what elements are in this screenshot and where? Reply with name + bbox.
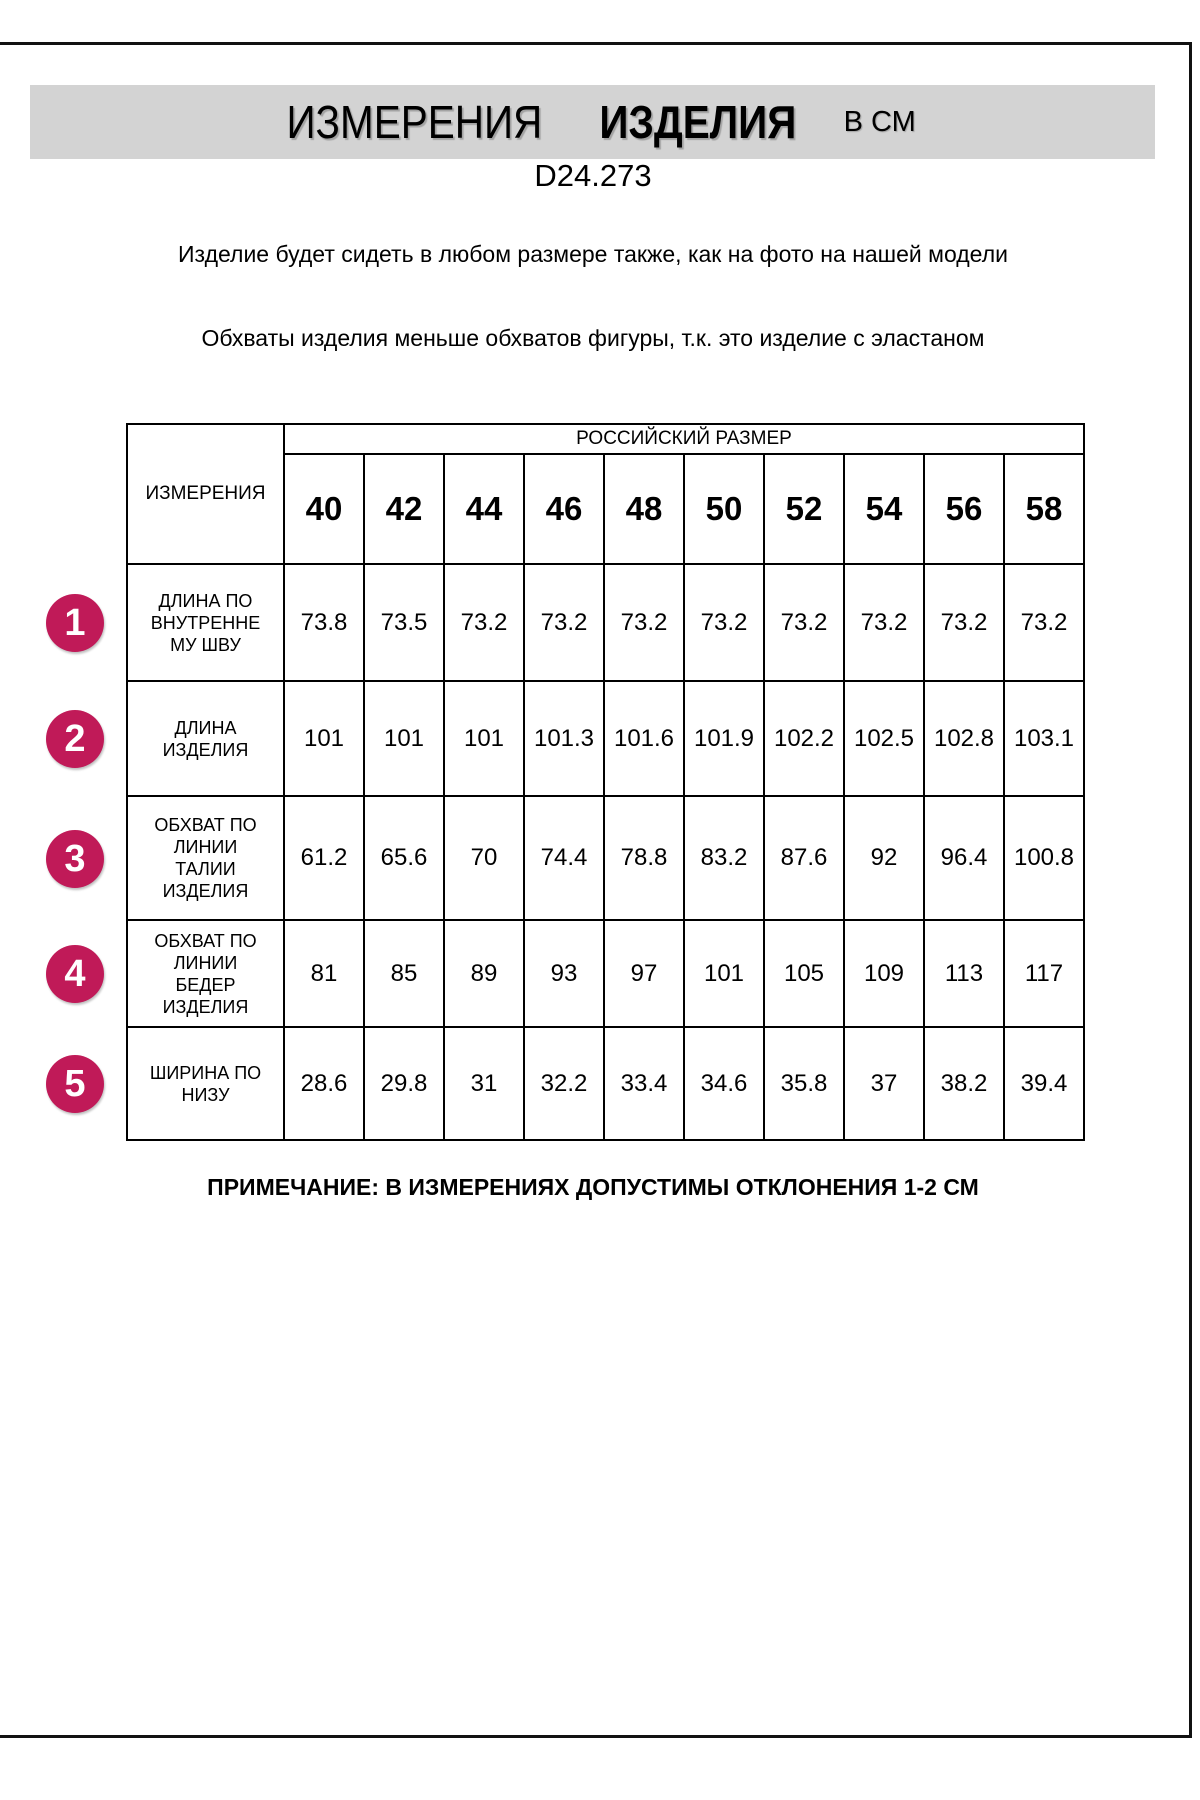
fit-description-text: Изделие будет сидеть в любом размере также, как на фото на нашей модели bbox=[178, 241, 1008, 267]
size-header-cell: 54 bbox=[844, 454, 924, 564]
measurements-table bbox=[126, 423, 1085, 1141]
value-cell: 92 bbox=[844, 796, 924, 920]
value-cell: 100.8 bbox=[1004, 796, 1084, 920]
page-title-word-izmereniya: ИЗМЕРЕНИЯ bbox=[286, 96, 543, 148]
table-row-bottom-width bbox=[127, 1027, 1084, 1140]
value-cell: 38.2 bbox=[924, 1027, 1004, 1140]
value-cell: 102.5 bbox=[844, 681, 924, 796]
row-number-badge: 2 bbox=[46, 710, 104, 768]
value-cell: 73.2 bbox=[1004, 564, 1084, 681]
value-cell: 83.2 bbox=[684, 796, 764, 920]
value-cell: 73.2 bbox=[684, 564, 764, 681]
value-cell: 96.4 bbox=[924, 796, 1004, 920]
size-header-cell: 42 bbox=[364, 454, 444, 564]
value-cell: 103.1 bbox=[1004, 681, 1084, 796]
page-title-word-izdeliya: ИЗДЕЛИЯ bbox=[599, 96, 797, 148]
value-cell: 102.2 bbox=[764, 681, 844, 796]
measurement-label bbox=[127, 920, 284, 1027]
label-line: ИЗДЕЛИЯ bbox=[162, 881, 249, 901]
value-cell: 73.2 bbox=[844, 564, 924, 681]
value-cell: 39.4 bbox=[1004, 1027, 1084, 1140]
value-cell: 33.4 bbox=[604, 1027, 684, 1140]
value-cell: 31 bbox=[444, 1027, 524, 1140]
size-header-cell: 52 bbox=[764, 454, 844, 564]
value-cell: 109 bbox=[844, 920, 924, 1027]
size-header-cell: 48 bbox=[604, 454, 684, 564]
value-cell: 89 bbox=[444, 920, 524, 1027]
table-row-hip-girth bbox=[127, 920, 1084, 1027]
value-cell: 101 bbox=[284, 681, 364, 796]
size-header-cell: 56 bbox=[924, 454, 1004, 564]
label-line: ДЛИНА bbox=[174, 717, 237, 738]
value-cell: 73.2 bbox=[604, 564, 684, 681]
label-line: ДЛИНА ПО bbox=[158, 590, 253, 611]
page-title-unit: В СМ bbox=[843, 105, 916, 138]
value-cell: 102.8 bbox=[924, 681, 1004, 796]
group-header-row bbox=[127, 424, 1084, 454]
value-cell: 73.2 bbox=[444, 564, 524, 681]
tolerance-note: ПРИМЕЧАНИЕ: В ИЗМЕРЕНИЯХ ДОПУСТИМЫ ОТКЛОНЕНИЯ 1-2 СМ bbox=[207, 1174, 979, 1200]
size-header-cell: 46 bbox=[524, 454, 604, 564]
value-cell: 101.3 bbox=[524, 681, 604, 796]
value-cell: 87.6 bbox=[764, 796, 844, 920]
label-line: ЛИНИИ bbox=[173, 837, 238, 857]
russian-size-group-header: РОССИЙСКИЙ РАЗМЕР bbox=[284, 424, 1084, 454]
value-cell: 97 bbox=[604, 920, 684, 1027]
size-header-cell: 44 bbox=[444, 454, 524, 564]
product-code: D24.273 bbox=[534, 158, 652, 193]
value-cell: 93 bbox=[524, 920, 604, 1027]
value-cell: 37 bbox=[844, 1027, 924, 1140]
value-cell: 78.8 bbox=[604, 796, 684, 920]
table-row-garment-length bbox=[127, 681, 1084, 796]
row-number-badge: 3 bbox=[46, 830, 104, 888]
label-line: БЕДЕР bbox=[175, 974, 236, 995]
measurement-label bbox=[127, 681, 284, 796]
value-cell: 113 bbox=[924, 920, 1004, 1027]
label-line: ШИРИНА ПО bbox=[149, 1062, 262, 1083]
value-cell: 74.4 bbox=[524, 796, 604, 920]
value-cell: 61.2 bbox=[284, 796, 364, 920]
value-cell: 105 bbox=[764, 920, 844, 1027]
label-line: ИЗДЕЛИЯ bbox=[162, 739, 249, 760]
value-cell: 101.6 bbox=[604, 681, 684, 796]
label-line: НИЗУ bbox=[181, 1084, 230, 1105]
label-line: ВНУТРЕННЕ bbox=[150, 612, 261, 633]
value-cell: 117 bbox=[1004, 920, 1084, 1027]
size-header-cell: 40 bbox=[284, 454, 364, 564]
value-cell: 81 bbox=[284, 920, 364, 1027]
measurement-label bbox=[127, 564, 284, 681]
size-header-cell: 58 bbox=[1004, 454, 1084, 564]
value-cell: 70 bbox=[444, 796, 524, 920]
label-line: ОБХВАТ ПО bbox=[154, 930, 257, 951]
label-line: ОБХВАТ ПО bbox=[154, 815, 257, 835]
label-line: ИЗДЕЛИЯ bbox=[162, 996, 249, 1017]
value-cell: 35.8 bbox=[764, 1027, 844, 1140]
value-cell: 34.6 bbox=[684, 1027, 764, 1140]
measurement-label bbox=[127, 1027, 284, 1140]
value-cell: 73.2 bbox=[764, 564, 844, 681]
label-line: ЛИНИИ bbox=[173, 952, 238, 973]
label-line: ТАЛИИ bbox=[175, 859, 236, 879]
value-cell: 73.5 bbox=[364, 564, 444, 681]
elastane-description-text: Обхваты изделия меньше обхватов фигуры, т.к. это изделие с эластаном bbox=[201, 325, 985, 351]
row-number-badge: 1 bbox=[46, 594, 104, 652]
value-cell: 29.8 bbox=[364, 1027, 444, 1140]
size-header-cell: 50 bbox=[684, 454, 764, 564]
value-cell: 28.6 bbox=[284, 1027, 364, 1140]
value-cell: 32.2 bbox=[524, 1027, 604, 1140]
value-cell: 101.9 bbox=[684, 681, 764, 796]
title-band bbox=[30, 85, 1155, 159]
row-number-badge: 4 bbox=[46, 945, 104, 1003]
value-cell: 101 bbox=[684, 920, 764, 1027]
value-cell: 65.6 bbox=[364, 796, 444, 920]
value-cell: 73.2 bbox=[924, 564, 1004, 681]
value-cell: 85 bbox=[364, 920, 444, 1027]
measurements-column-header: ИЗМЕРЕНИЯ bbox=[127, 424, 284, 564]
value-cell: 101 bbox=[444, 681, 524, 796]
table-row-waist-girth bbox=[127, 796, 1084, 920]
table-row-inseam-length bbox=[127, 564, 1084, 681]
row-number-badge: 5 bbox=[46, 1055, 104, 1113]
value-cell: 73.8 bbox=[284, 564, 364, 681]
measurement-label bbox=[127, 796, 284, 920]
value-cell: 73.2 bbox=[524, 564, 604, 681]
label-line: МУ ШВУ bbox=[170, 634, 241, 655]
value-cell: 101 bbox=[364, 681, 444, 796]
